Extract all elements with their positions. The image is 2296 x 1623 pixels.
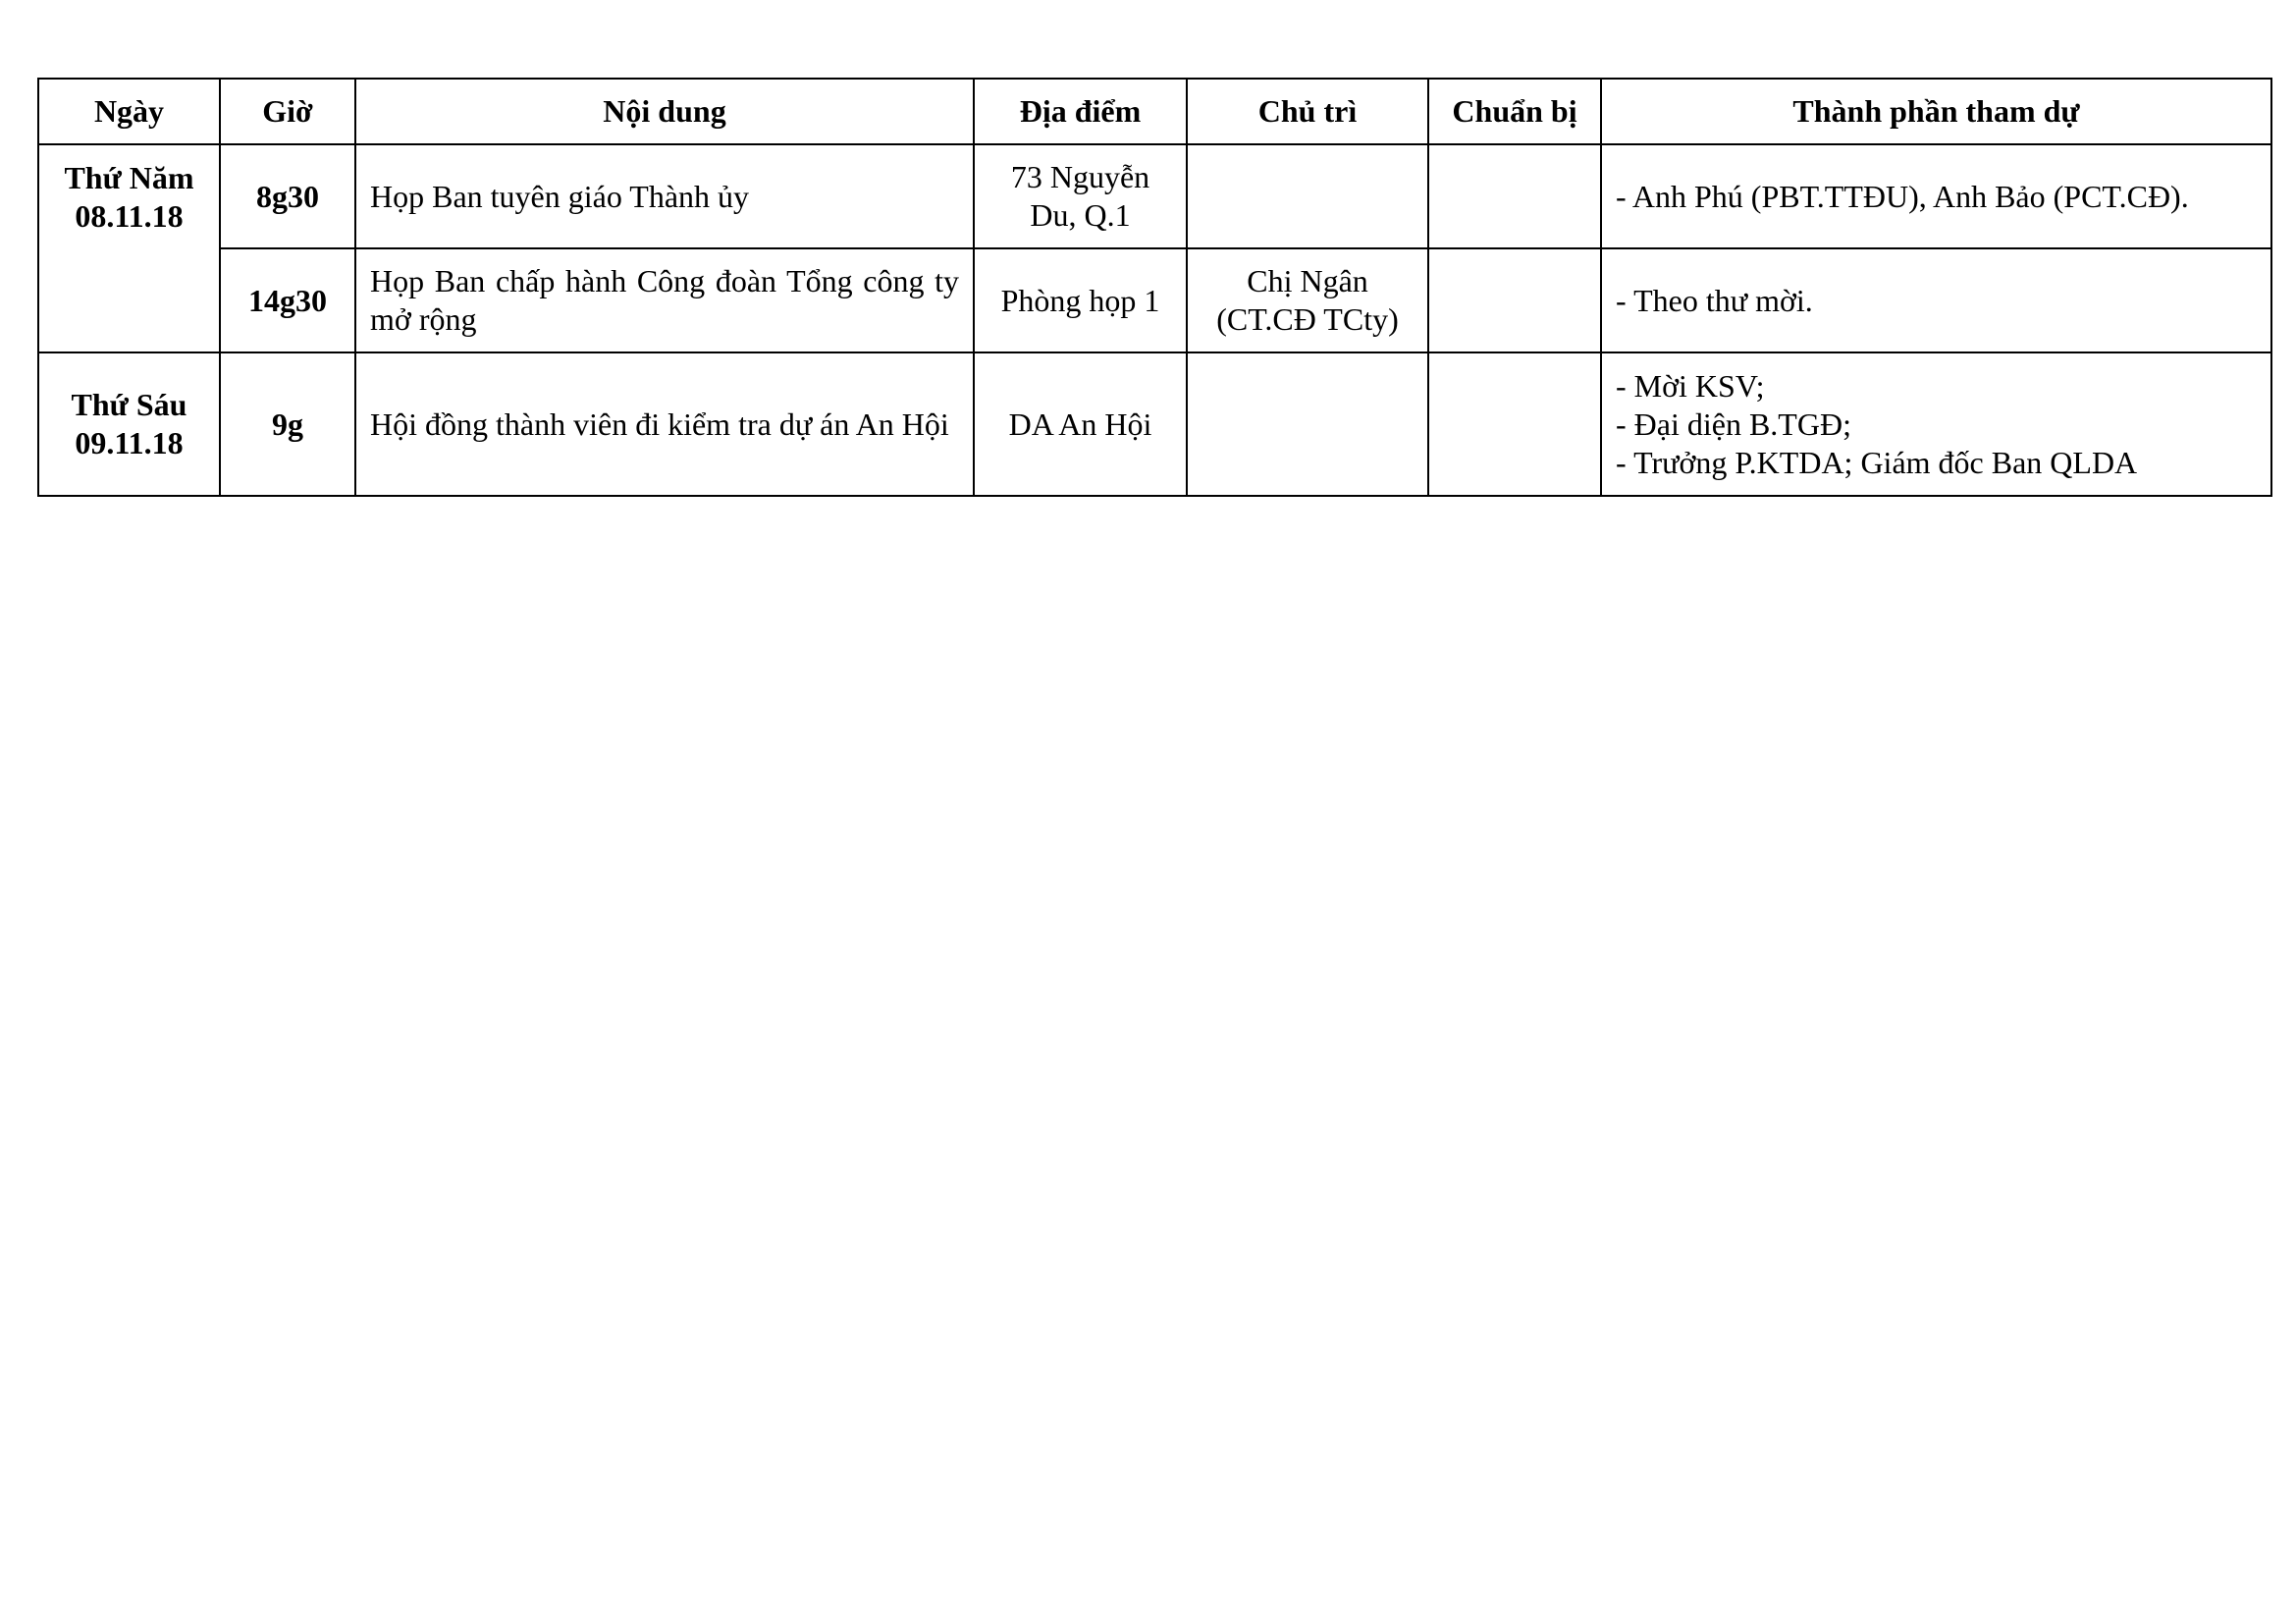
table-row	[38, 352, 2271, 496]
attendee-line: - Trưởng P.KTDA; Giám đốc Ban QLDA	[1616, 444, 2138, 480]
header-attendees: Thành phần tham dự	[1601, 79, 2271, 144]
date-label: 08.11.18	[75, 198, 184, 234]
weekday-label: Thứ Năm	[64, 160, 194, 195]
attendees-cell	[1601, 144, 2271, 248]
prepare-cell	[1428, 248, 1601, 352]
host-cell	[1187, 144, 1428, 248]
time-cell: 14g30	[220, 248, 355, 352]
day-cell	[38, 352, 220, 496]
attendee-line: - Đại diện B.TGĐ;	[1616, 406, 1851, 442]
table-row	[38, 248, 2271, 352]
content-cell: Họp Ban chấp hành Công đoàn Tổng công ty mở rộng	[355, 248, 974, 352]
schedule-table	[37, 78, 2272, 497]
attendees-cell	[1601, 248, 2271, 352]
host-cell: Chị Ngân (CT.CĐ TCty)	[1187, 248, 1428, 352]
attendee-line: - Anh Phú (PBT.TTĐU), Anh Bảo (PCT.CĐ).	[1616, 178, 2189, 214]
prepare-cell	[1428, 144, 1601, 248]
attendee-line: - Mời KSV;	[1616, 367, 1765, 404]
location-cell: Phòng họp 1	[974, 248, 1187, 352]
header-content: Nội dung	[355, 79, 974, 144]
prepare-cell	[1428, 352, 1601, 496]
content-cell: Hội đồng thành viên đi kiểm tra dự án An Hội	[355, 352, 974, 496]
header-row	[38, 79, 2271, 144]
header-location: Địa điểm	[974, 79, 1187, 144]
weekday-label: Thứ Sáu	[71, 387, 187, 422]
header-time: Giờ	[220, 79, 355, 144]
table-row	[38, 144, 2271, 248]
time-cell: 9g	[220, 352, 355, 496]
day-cell	[38, 144, 220, 352]
header-prepare: Chuẩn bị	[1428, 79, 1601, 144]
date-label: 09.11.18	[75, 425, 184, 460]
header-day: Ngày	[38, 79, 220, 144]
location-cell: DA An Hội	[974, 352, 1187, 496]
time-cell: 8g30	[220, 144, 355, 248]
header-host: Chủ trì	[1187, 79, 1428, 144]
attendees-cell	[1601, 352, 2271, 496]
host-cell	[1187, 352, 1428, 496]
location-cell: 73 Nguyễn Du, Q.1	[974, 144, 1187, 248]
attendee-line: - Theo thư mời.	[1616, 282, 1813, 318]
content-cell: Họp Ban tuyên giáo Thành ủy	[355, 144, 974, 248]
